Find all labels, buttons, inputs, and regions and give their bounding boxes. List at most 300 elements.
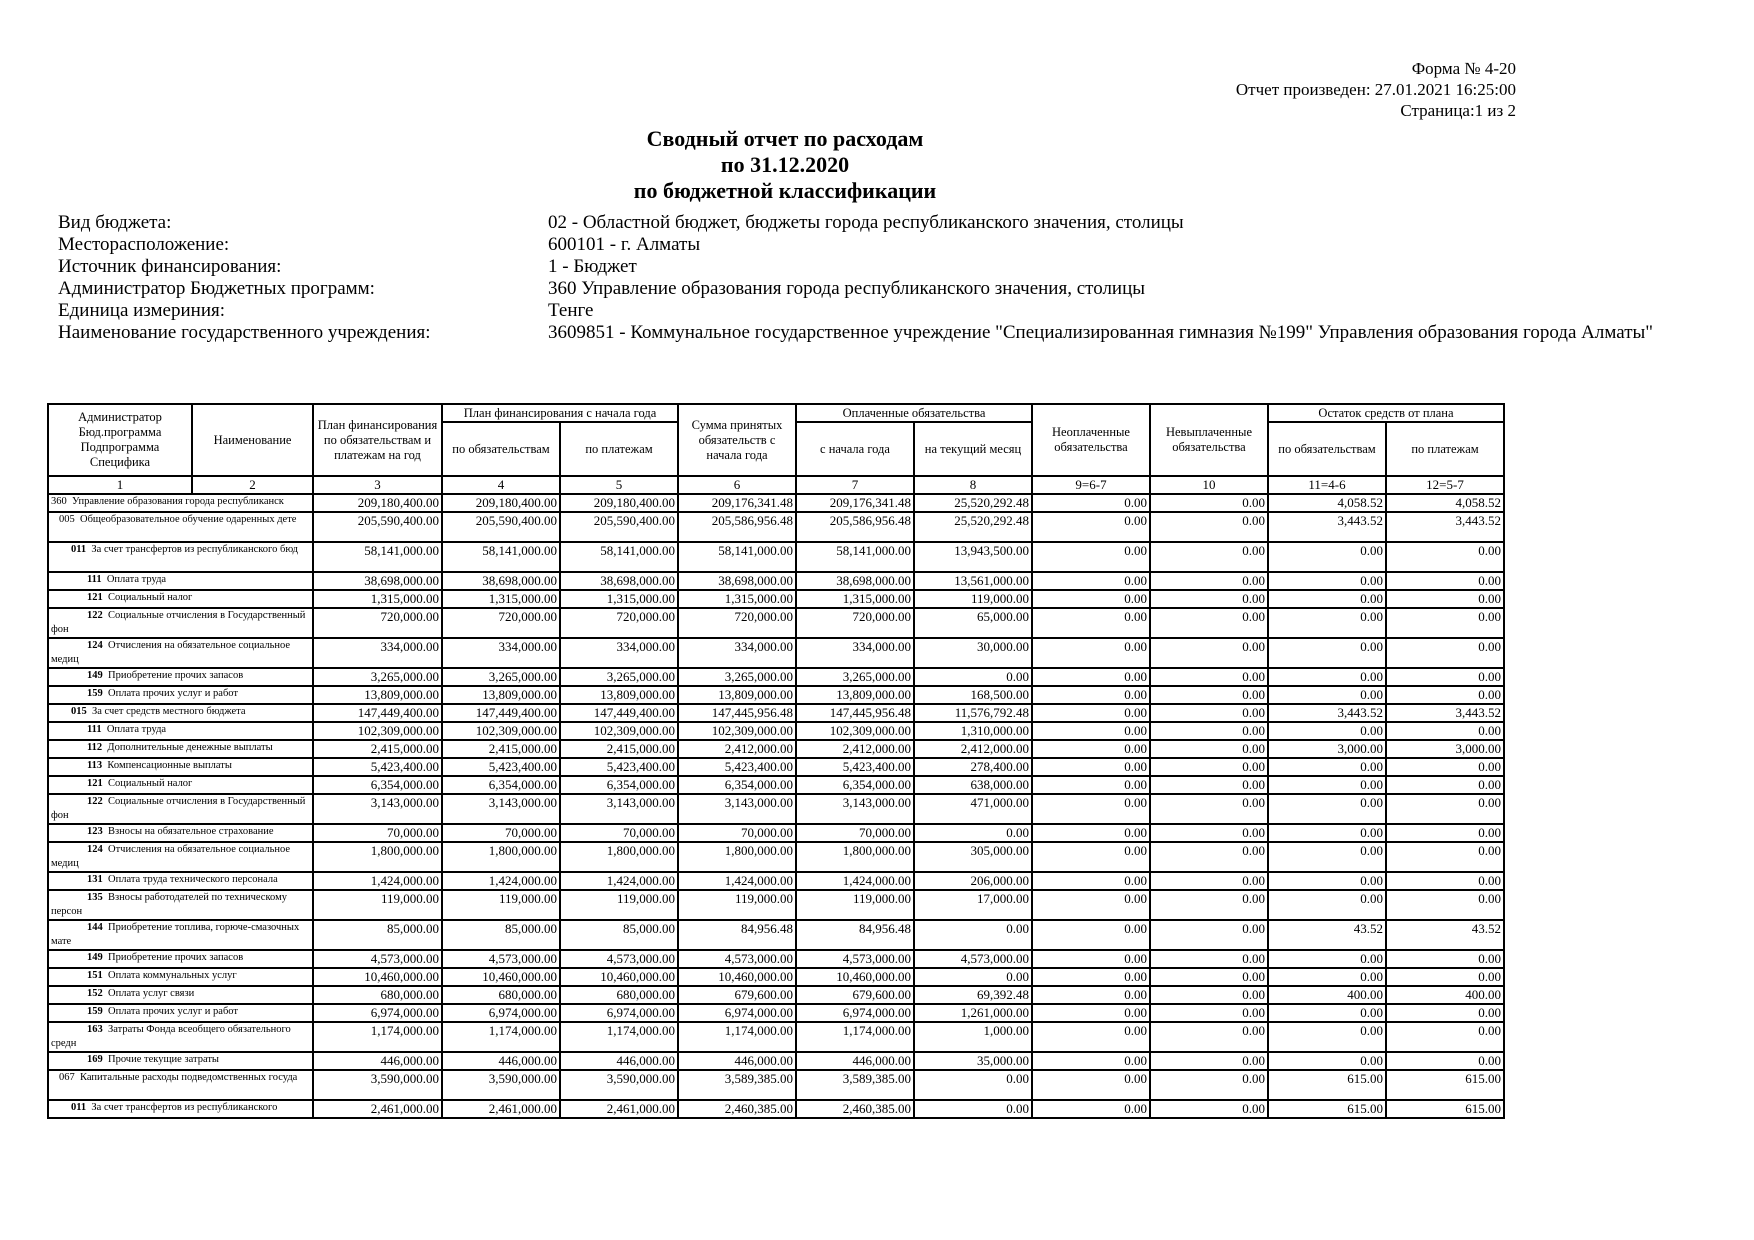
column-number: 7 [796,476,914,494]
amount-cell: 0.00 [1386,686,1504,704]
classification-name: Оплата труда [106,724,167,735]
classification-name-cell [48,950,313,968]
amount-cell: 10,460,000.00 [313,968,442,986]
classification-name-cell [48,572,313,590]
amount-cell: 2,412,000.00 [914,740,1032,758]
amount-cell: 305,000.00 [914,842,1032,872]
amount-cell: 4,058.52 [1386,494,1504,512]
column-number: 8 [914,476,1032,494]
amount-cell: 638,000.00 [914,776,1032,794]
classification-name: Оплата труда [106,574,167,585]
classification-code: 151 [87,970,103,981]
parameter-value: 3609851 - Коммунальное государственное учреждение "Специализированная гимназия №199" Управления образования города Алматы" [548,322,1654,343]
amount-cell: 0.00 [1150,740,1268,758]
classification-name: Оплата коммунальных услуг [108,970,237,981]
classification-name-cell [48,986,313,1004]
parameter-value: 1 - Бюджет [548,256,637,277]
parameter-label: Источник финансирования: [58,256,282,277]
amount-cell: 0.00 [1268,842,1386,872]
table-row [48,1022,1504,1052]
amount-cell: 3,589,385.00 [796,1070,914,1100]
amount-cell: 119,000.00 [914,590,1032,608]
classification-name-cell [48,542,313,572]
amount-cell: 0.00 [1032,590,1150,608]
classification-code: 011 [71,1102,87,1113]
amount-cell: 0.00 [1268,950,1386,968]
amount-cell: 6,974,000.00 [313,1004,442,1022]
table-row [48,794,1504,824]
amount-cell: 10,460,000.00 [678,968,796,986]
classification-name-cell [48,1004,313,1022]
classification-code: 011 [71,544,87,555]
col-header-paid-ytd: с начала года [796,422,914,476]
classification-name-cell [48,1070,313,1100]
column-number: 4 [442,476,560,494]
amount-cell: 1,800,000.00 [560,842,678,872]
table-row [48,1004,1504,1022]
amount-cell: 720,000.00 [560,608,678,638]
amount-cell: 615.00 [1268,1070,1386,1100]
classification-code: 111 [87,574,102,585]
amount-cell: 278,400.00 [914,758,1032,776]
amount-cell: 3,589,385.00 [678,1070,796,1100]
classification-code: 122 [87,796,103,807]
col-header-classification: Администратор Бюд.программа Подпрограмма Специфика [48,404,192,476]
amount-cell: 70,000.00 [678,824,796,842]
amount-cell: 3,443.52 [1386,512,1504,542]
amount-cell: 679,600.00 [796,986,914,1004]
amount-cell: 3,000.00 [1268,740,1386,758]
classification-name-cell [48,590,313,608]
amount-cell: 209,180,400.00 [442,494,560,512]
table-row [48,1100,1504,1118]
amount-cell: 0.00 [1386,722,1504,740]
amount-cell: 85,000.00 [313,920,442,950]
amount-cell: 3,265,000.00 [560,668,678,686]
amount-cell: 3,590,000.00 [442,1070,560,1100]
classification-code: 005 [59,514,75,525]
classification-code: 131 [87,874,103,885]
classification-name-cell [48,890,313,920]
classification-code: 123 [87,826,103,837]
col-header-plan-by-obligations: по обязательствам [442,422,560,476]
amount-cell: 3,143,000.00 [678,794,796,824]
amount-cell: 102,309,000.00 [560,722,678,740]
table-row [48,608,1504,638]
classification-name: За счет трансфертов из республиканского [91,1102,278,1113]
classification-name: Приобретение прочих запасов [108,670,244,681]
amount-cell: 0.00 [1268,824,1386,842]
amount-cell: 0.00 [1032,668,1150,686]
title-line-2: по 31.12.2020 [720,152,850,177]
amount-cell: 0.00 [1150,872,1268,890]
table-row [48,872,1504,890]
table-row [48,842,1504,872]
classification-name: Капитальные расходы подведомственных госуда [80,1072,298,1083]
amount-cell: 4,573,000.00 [313,950,442,968]
amount-cell: 0.00 [1386,572,1504,590]
amount-cell: 0.00 [1386,668,1504,686]
amount-cell: 3,590,000.00 [560,1070,678,1100]
amount-cell: 0.00 [1032,968,1150,986]
classification-name-cell [48,842,313,872]
amount-cell: 10,460,000.00 [796,968,914,986]
amount-cell: 38,698,000.00 [442,572,560,590]
amount-cell: 0.00 [1032,872,1150,890]
amount-cell: 0.00 [1032,740,1150,758]
amount-cell: 1,424,000.00 [560,872,678,890]
amount-cell: 58,141,000.00 [313,542,442,572]
amount-cell: 1,174,000.00 [796,1022,914,1052]
table-row [48,572,1504,590]
amount-cell: 0.00 [1150,776,1268,794]
amount-cell: 0.00 [1150,704,1268,722]
amount-cell: 4,573,000.00 [560,950,678,968]
table-row [48,512,1504,542]
amount-cell: 679,600.00 [678,986,796,1004]
amount-cell: 102,309,000.00 [442,722,560,740]
classification-name: Оплата прочих услуг и работ [108,1006,238,1017]
amount-cell: 0.00 [1150,824,1268,842]
amount-cell: 2,461,000.00 [442,1100,560,1118]
amount-cell: 3,143,000.00 [442,794,560,824]
table-row [48,986,1504,1004]
classification-name: Прочие текущие затраты [108,1054,219,1065]
generated-timestamp: Отчет произведен: 27.01.2021 16:25:00 [1235,80,1516,99]
amount-cell: 3,265,000.00 [678,668,796,686]
column-number: 6 [678,476,796,494]
amount-cell: 446,000.00 [442,1052,560,1070]
col-header-remainder-by-payments: по платежам [1386,422,1504,476]
amount-cell: 205,590,400.00 [442,512,560,542]
amount-cell: 0.00 [914,920,1032,950]
amount-cell: 0.00 [1268,1052,1386,1070]
amount-cell: 4,573,000.00 [678,950,796,968]
amount-cell: 205,586,956.48 [678,512,796,542]
amount-cell: 13,943,500.00 [914,542,1032,572]
amount-cell: 70,000.00 [560,824,678,842]
parameter-value: 600101 - г. Алматы [548,234,701,255]
classification-name: Приобретение топлива, горюче-смазочных мате [51,922,300,947]
amount-cell: 0.00 [1032,758,1150,776]
amount-cell: 1,800,000.00 [678,842,796,872]
amount-cell: 84,956.48 [796,920,914,950]
classification-code: 169 [87,1054,103,1065]
classification-name-cell [48,512,313,542]
classification-code: 121 [87,592,103,603]
amount-cell: 0.00 [1268,722,1386,740]
parameter-value: 02 - Областной бюджет, бюджеты города республиканского значения, столицы [548,212,1184,233]
classification-name-cell [48,494,313,512]
amount-cell: 43.52 [1268,920,1386,950]
amount-cell: 0.00 [1150,1070,1268,1100]
classification-code: 163 [87,1024,103,1035]
table-row [48,638,1504,668]
amount-cell: 85,000.00 [442,920,560,950]
classification-name-cell [48,872,313,890]
amount-cell: 0.00 [1150,722,1268,740]
classification-code: 111 [87,724,102,735]
amount-cell: 13,809,000.00 [560,686,678,704]
classification-name-cell [48,740,313,758]
classification-code: 124 [87,844,103,855]
parameter-row [58,256,1698,278]
amount-cell: 0.00 [1386,950,1504,968]
table-row [48,776,1504,794]
amount-cell: 615.00 [1386,1070,1504,1100]
amount-cell: 6,354,000.00 [796,776,914,794]
classification-name: За счет средств местного бюджета [92,706,246,717]
amount-cell: 0.00 [1386,1052,1504,1070]
parameter-value: Тенге [548,300,594,321]
amount-cell: 84,956.48 [678,920,796,950]
amount-cell: 720,000.00 [796,608,914,638]
classification-code: 159 [87,1006,103,1017]
amount-cell: 85,000.00 [560,920,678,950]
parameter-row [58,212,1698,234]
amount-cell: 119,000.00 [442,890,560,920]
column-number: 1 [48,476,192,494]
amount-cell: 3,590,000.00 [313,1070,442,1100]
classification-name-cell [48,608,313,638]
col-header-paid-current-month: на текущий месяц [914,422,1032,476]
amount-cell: 0.00 [1150,542,1268,572]
classification-code: 152 [87,988,103,999]
classification-code: 159 [87,688,103,699]
classification-name: За счет трансфертов из республиканского бюд [91,544,298,555]
amount-cell: 0.00 [1268,968,1386,986]
classification-code: 149 [87,952,103,963]
amount-cell: 0.00 [1032,494,1150,512]
table-row [48,758,1504,776]
amount-cell: 35,000.00 [914,1052,1032,1070]
column-number: 3 [313,476,442,494]
amount-cell: 147,449,400.00 [442,704,560,722]
amount-cell: 6,974,000.00 [442,1004,560,1022]
classification-name: Оплата труда технического персонала [108,874,278,885]
amount-cell: 0.00 [1032,890,1150,920]
amount-cell: 2,461,000.00 [560,1100,678,1118]
table-row [48,494,1504,512]
amount-cell: 38,698,000.00 [560,572,678,590]
amount-cell: 5,423,400.00 [796,758,914,776]
amount-cell: 205,590,400.00 [560,512,678,542]
amount-cell: 1,310,000.00 [914,722,1032,740]
report-parameters [58,212,1698,344]
report-header-info [1236,58,1516,121]
amount-cell: 13,809,000.00 [442,686,560,704]
amount-cell: 2,461,000.00 [313,1100,442,1118]
amount-cell: 1,174,000.00 [560,1022,678,1052]
expense-report-table [47,403,1505,1119]
amount-cell: 1,000.00 [914,1022,1032,1052]
amount-cell: 0.00 [1268,890,1386,920]
table-body [48,494,1504,1118]
amount-cell: 58,141,000.00 [678,542,796,572]
col-header-remainder-by-obligations: по обязательствам [1268,422,1386,476]
amount-cell: 0.00 [1150,758,1268,776]
table-row [48,824,1504,842]
amount-cell: 168,500.00 [914,686,1032,704]
parameter-row [58,278,1698,300]
amount-cell: 720,000.00 [442,608,560,638]
amount-cell: 3,143,000.00 [560,794,678,824]
amount-cell: 17,000.00 [914,890,1032,920]
amount-cell: 206,000.00 [914,872,1032,890]
amount-cell: 70,000.00 [796,824,914,842]
amount-cell: 2,412,000.00 [796,740,914,758]
classification-name-cell [48,968,313,986]
classification-name: Общеобразовательное обучение одаренных дете [80,514,297,525]
amount-cell: 2,415,000.00 [313,740,442,758]
amount-cell: 0.00 [1150,1004,1268,1022]
amount-cell: 1,424,000.00 [678,872,796,890]
amount-cell: 0.00 [1032,608,1150,638]
classification-code: 112 [87,742,103,753]
amount-cell: 119,000.00 [678,890,796,920]
amount-cell: 10,460,000.00 [560,968,678,986]
col-header-plan-by-payments: по платежам [560,422,678,476]
amount-cell: 446,000.00 [678,1052,796,1070]
table-row [48,1070,1504,1100]
report-title [0,126,1754,204]
amount-cell: 0.00 [1386,842,1504,872]
amount-cell: 0.00 [1150,494,1268,512]
amount-cell: 30,000.00 [914,638,1032,668]
classification-name-cell [48,758,313,776]
amount-cell: 0.00 [1268,572,1386,590]
classification-code: 144 [87,922,103,933]
amount-cell: 0.00 [1150,638,1268,668]
amount-cell: 0.00 [1032,842,1150,872]
amount-cell: 205,586,956.48 [796,512,914,542]
classification-name-cell [48,686,313,704]
amount-cell: 0.00 [914,824,1032,842]
amount-cell: 1,800,000.00 [442,842,560,872]
amount-cell: 334,000.00 [560,638,678,668]
amount-cell: 6,354,000.00 [678,776,796,794]
amount-cell: 0.00 [1032,1100,1150,1118]
classification-name-cell [48,776,313,794]
amount-cell: 0.00 [1268,542,1386,572]
amount-cell: 5,423,400.00 [678,758,796,776]
amount-cell: 334,000.00 [313,638,442,668]
amount-cell: 0.00 [1268,758,1386,776]
classification-name: Взносы на обязательное страхование [108,826,274,837]
table-row [48,890,1504,920]
classification-name-cell [48,722,313,740]
col-header-accepted-obligations: Сумма принятых обязательств с начала года [678,404,796,476]
amount-cell: 1,424,000.00 [796,872,914,890]
amount-cell: 0.00 [1150,920,1268,950]
amount-cell: 4,573,000.00 [442,950,560,968]
amount-cell: 1,315,000.00 [442,590,560,608]
classification-code: 124 [87,640,103,651]
col-group-plan-remainder: Остаток средств от плана [1268,404,1504,422]
amount-cell: 0.00 [1268,590,1386,608]
table-row [48,1052,1504,1070]
amount-cell: 0.00 [1386,776,1504,794]
amount-cell: 65,000.00 [914,608,1032,638]
amount-cell: 4,573,000.00 [796,950,914,968]
col-group-plan-ytd: План финансирования с начала года [442,404,678,422]
classification-code: 360 [51,496,67,507]
amount-cell: 334,000.00 [796,638,914,668]
amount-cell: 6,974,000.00 [560,1004,678,1022]
amount-cell: 0.00 [1386,758,1504,776]
amount-cell: 6,974,000.00 [796,1004,914,1022]
classification-name: Отчисления на обязательное социальное медиц [51,844,291,869]
amount-cell: 615.00 [1268,1100,1386,1118]
amount-cell: 334,000.00 [442,638,560,668]
amount-cell: 38,698,000.00 [313,572,442,590]
page-indicator: Страница:1 из 2 [1400,101,1516,120]
amount-cell: 0.00 [1150,890,1268,920]
amount-cell: 6,354,000.00 [313,776,442,794]
amount-cell: 0.00 [1032,1004,1150,1022]
amount-cell: 1,174,000.00 [442,1022,560,1052]
amount-cell: 58,141,000.00 [796,542,914,572]
amount-cell: 6,354,000.00 [560,776,678,794]
amount-cell: 0.00 [1268,776,1386,794]
amount-cell: 0.00 [1032,776,1150,794]
amount-cell: 3,265,000.00 [313,668,442,686]
amount-cell: 0.00 [1386,968,1504,986]
classification-code: 113 [87,760,103,771]
amount-cell: 2,460,385.00 [796,1100,914,1118]
amount-cell: 0.00 [1032,824,1150,842]
amount-cell: 446,000.00 [313,1052,442,1070]
amount-cell: 0.00 [1032,638,1150,668]
amount-cell: 0.00 [1386,638,1504,668]
classification-name: Социальные отчисления в Государственный фон [51,796,306,821]
amount-cell: 0.00 [1268,1004,1386,1022]
amount-cell: 147,445,956.48 [796,704,914,722]
amount-cell: 1,315,000.00 [678,590,796,608]
column-number: 2 [192,476,313,494]
classification-name: Отчисления на обязательное социальное медиц [51,640,291,665]
column-number-row [48,476,1504,494]
amount-cell: 3,143,000.00 [796,794,914,824]
amount-cell: 680,000.00 [313,986,442,1004]
classification-name-cell [48,704,313,722]
table-row [48,950,1504,968]
amount-cell: 0.00 [1268,668,1386,686]
classification-name: Социальный налог [108,778,193,789]
amount-cell: 119,000.00 [313,890,442,920]
amount-cell: 13,809,000.00 [796,686,914,704]
amount-cell: 3,265,000.00 [796,668,914,686]
classification-code: 122 [87,610,103,621]
title-line-3: по бюджетной классификации [633,178,937,203]
form-number: Форма № 4-20 [1411,59,1516,78]
amount-cell: 0.00 [1268,608,1386,638]
classification-name-cell [48,1052,313,1070]
amount-cell: 3,443.52 [1268,512,1386,542]
col-header-unpaid-obligations: Неоплаченные обязательства [1032,404,1150,476]
amount-cell: 2,415,000.00 [442,740,560,758]
amount-cell: 6,974,000.00 [678,1004,796,1022]
classification-code: 067 [59,1072,75,1083]
amount-cell: 0.00 [1386,890,1504,920]
amount-cell: 0.00 [914,1100,1032,1118]
amount-cell: 0.00 [914,668,1032,686]
amount-cell: 102,309,000.00 [313,722,442,740]
classification-name-cell [48,1022,313,1052]
classification-code: 135 [87,892,103,903]
amount-cell: 147,445,956.48 [678,704,796,722]
column-number: 5 [560,476,678,494]
